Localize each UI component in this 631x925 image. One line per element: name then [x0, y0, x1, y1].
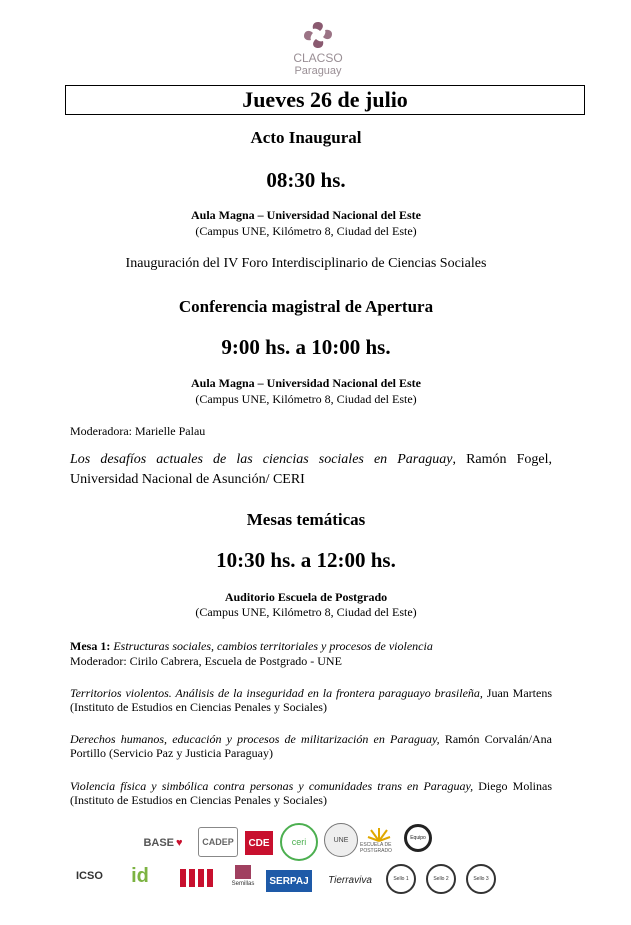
- session-3-time: 10:30 hs. a 12:00 hs.: [216, 548, 396, 572]
- paper-authors: Ramón Corvalán/Ana Portillo (Servicio Paz y Justicia Paraguay): [70, 732, 552, 760]
- session-2-moderator: Moderadora: Marielle Palau: [70, 424, 206, 438]
- tierraviva-logo: Tierraviva: [328, 874, 372, 886]
- session-3-title: Mesas temáticas: [246, 510, 366, 529]
- logo-country: Paraguay: [294, 65, 342, 77]
- institutional-seal: Sello 3: [466, 864, 496, 894]
- session-1-title: Acto Inaugural: [250, 128, 362, 147]
- base-logo: BASE ♥: [143, 837, 183, 849]
- mesa-title: Estructuras sociales, cambios territoriales y procesos de violencia: [113, 639, 433, 653]
- paper-authors: Diego Molinas (Instituto de Estudios en Ciencias Penales y Sociales): [70, 779, 552, 807]
- ceri-logo: ceri: [280, 823, 318, 861]
- institutional-seal: Sello 2: [426, 864, 456, 894]
- session-1-venue: Aula Magna – Universidad Nacional del Este: [190, 208, 421, 222]
- paper-authors: Juan Martens (Instituto de Estudios en Ciencias Penales y Sociales): [70, 686, 552, 714]
- session-1-description: Inauguración del IV Foro Interdisciplinario de Ciencias Sociales: [125, 256, 487, 271]
- mesa-label: Mesa 1:: [70, 639, 111, 653]
- paper-item: [70, 779, 552, 807]
- paper-item: [70, 732, 552, 760]
- session-2-title: Conferencia magistral de Apertura: [178, 297, 434, 316]
- session-2-time: 9:00 hs. a 10:00 hs.: [221, 335, 391, 359]
- une-seal: UNE: [324, 823, 358, 857]
- cadep-logo: CADEP: [198, 827, 238, 857]
- session-1-address: (Campus UNE, Kilómetro 8, Ciudad del Este): [195, 224, 417, 238]
- sunburst-icon: [367, 826, 391, 842]
- mesa-moderator: Moderador: Cirilo Cabrera, Escuela de Postgrado - UNE: [70, 654, 342, 668]
- paper-title: Violencia física y simbólica contra personas y comunidades trans en Paraguay,: [70, 779, 474, 793]
- icso-logo: ICSO: [76, 870, 103, 882]
- session-2-talk: [70, 450, 552, 490]
- clacso-emblem-icon: [301, 20, 335, 50]
- id-logo: id: [131, 864, 149, 887]
- heart-icon: ♥: [176, 837, 183, 849]
- escuela-postgrado-logo: ESCUELA DE POSTGRADO: [360, 823, 398, 857]
- date-title: Jueves 26 de julio: [65, 85, 585, 115]
- session-3-address: (Campus UNE, Kilómetro 8, Ciudad del Este): [195, 605, 417, 619]
- mesa-heading: [70, 639, 552, 653]
- paper-title: Derechos humanos, educación y procesos de militarización en Paraguay,: [70, 732, 440, 746]
- paper-title: Territorios violentos. Análisis de la inseguridad en la frontera paraguayo brasileña,: [70, 686, 483, 700]
- institutional-seal: Sello 1: [386, 864, 416, 894]
- session-2-venue: Aula Magna – Universidad Nacional del Este: [190, 376, 421, 390]
- talk-title: Los desafíos actuales de las ciencias sociales en Paraguay: [70, 452, 453, 467]
- session-3-venue: Auditorio Escuela de Postgrado: [224, 590, 388, 604]
- equipo-seal: Equipo: [404, 824, 432, 852]
- cde-logo: CDE: [245, 831, 273, 855]
- paper-item: [70, 686, 552, 714]
- henoi-logo: [176, 866, 216, 890]
- session-2-address: (Campus UNE, Kilómetro 8, Ciudad del Este): [195, 392, 417, 406]
- clacso-logo: [268, 20, 368, 77]
- logo-org-name: CLACSO: [293, 51, 343, 65]
- semillas-icon: [233, 863, 253, 881]
- talk-speaker: , Ramón Fogel, Universidad Nacional de Asunción/ CERI: [70, 452, 552, 487]
- semillas-logo: Semillas: [231, 860, 255, 890]
- session-1-time: 08:30 hs.: [266, 168, 346, 192]
- serpaj-logo: SERPAJ: [266, 870, 312, 892]
- henoi-bars-icon: [176, 867, 216, 889]
